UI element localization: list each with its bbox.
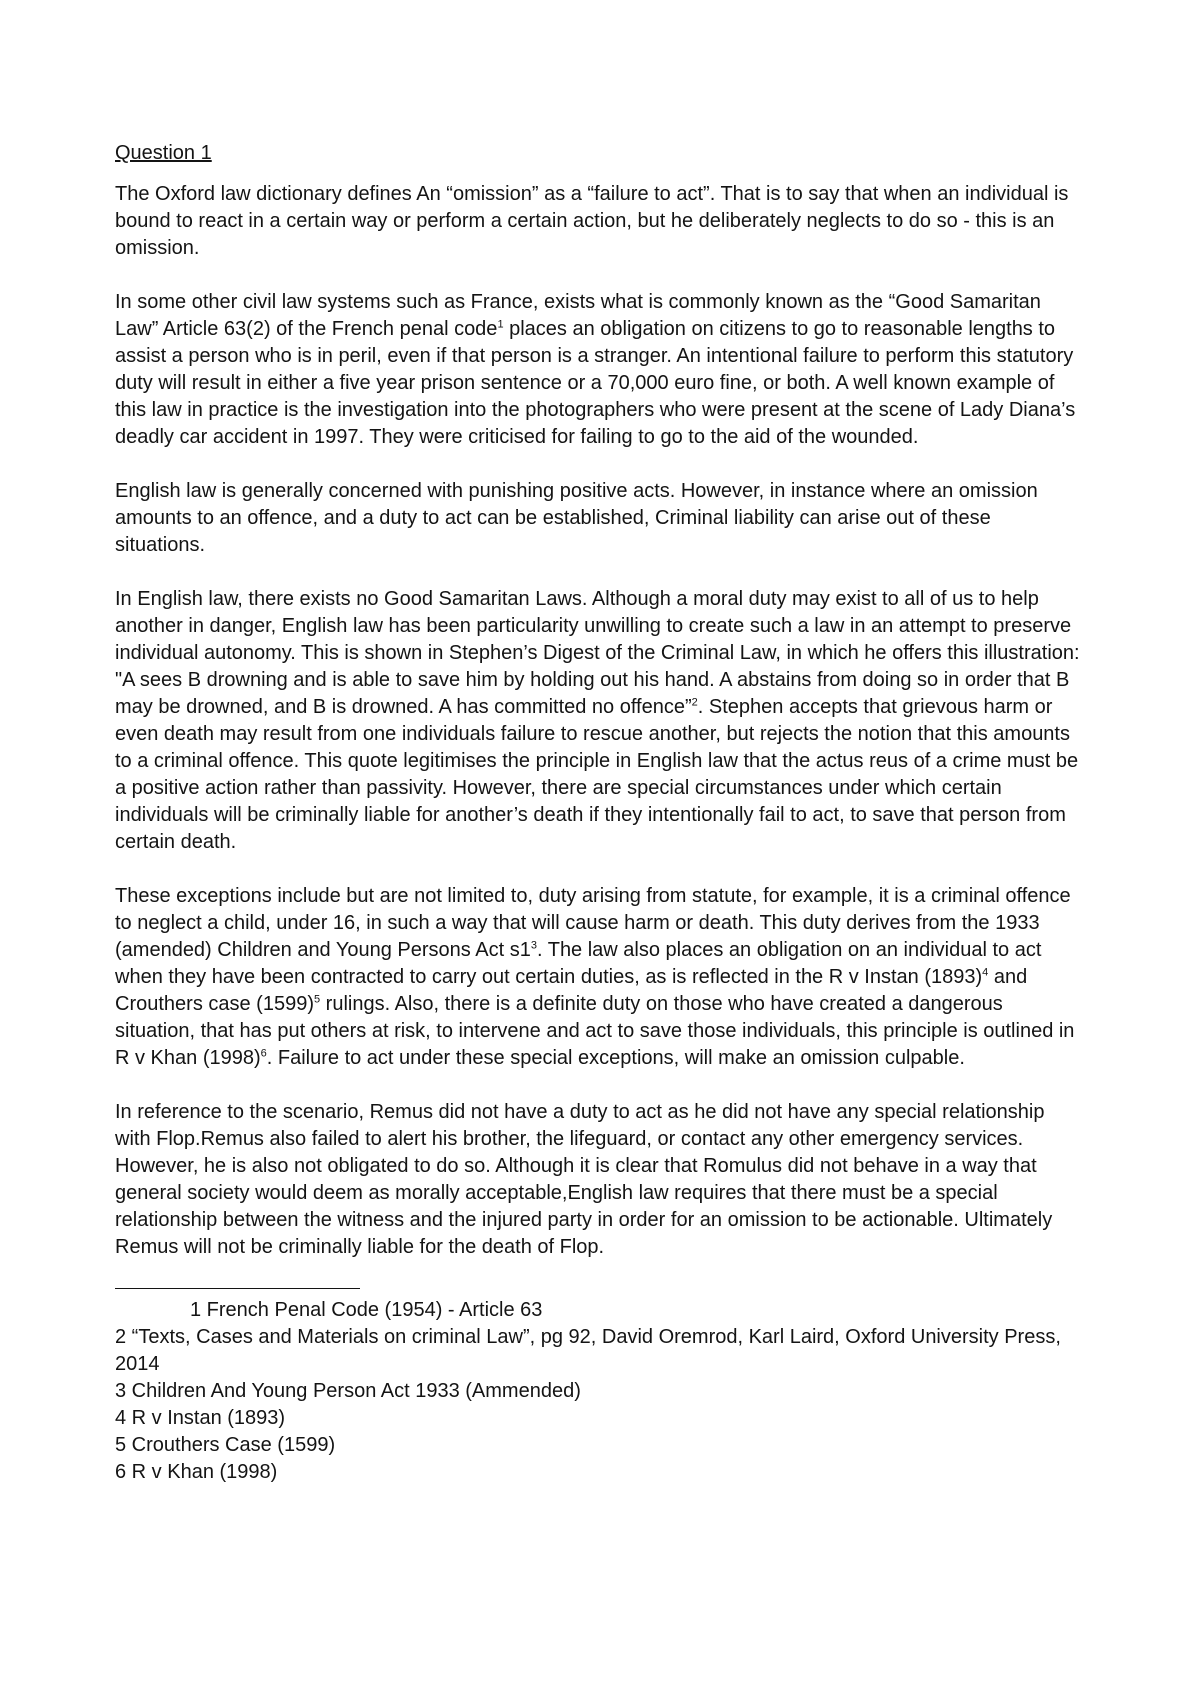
paragraph-english-law-positive-acts: English law is generally concerned with punishing positive acts. However, in instance where an omission amounts to an offence, and a duty to act can be established, Criminal liability can arise out of these situations. [115,480,1038,556]
question-heading: Question 1 [115,142,212,164]
footnote-ref-5: 5 [313,993,321,1006]
footnote-ref-1: 1 [497,318,504,331]
footnote-ref-4: 4 [982,966,989,979]
paragraph-text: rulings. Also, there is a definite duty on those who have created a dangerous situation, that has put others at risk, to intervene and act to save those individuals, this principle is outlined in R v Khan (1998) [115,993,1075,1069]
footnotes [115,1297,1085,1486]
paragraph-no-good-samaritan-laws [115,586,1085,856]
document-page [115,140,1085,1486]
footnote-ref-6: 6 [260,1047,267,1060]
paragraph-scenario: In reference to the scenario, Remus did not have a duty to act as he did not have any special relationship with Flop.Remus also failed to alert his brother, the lifeguard, or contact any other emergency services. However, he is also not obligated to do so. Although it is clear that Romulus did not behave in a way that general society would deem as morally acceptable,English law requires that there must be a special relationship between the witness and the injured party in order for an omission to be actionable. Ultimately Remus will not be criminally liable for the death of Flop. [115,1101,1053,1258]
paragraph-text: and Crouthers case (1599) [115,966,1028,1015]
footnote-5: 5 Crouthers Case (1599) [115,1434,336,1456]
paragraph-text: In some other civil law systems such as France, exists what is commonly known as the “Good Samaritan Law” Article 63(2) of the French penal code [115,291,1041,340]
paragraph-good-samaritan-france [115,289,1085,451]
paragraph-definition: The Oxford law dictionary defines An “omission” as a “failure to act”. That is to say that when an individual is bound to react in a certain way or perform a certain action, but he deliberately neglects to do so - this is an omission. [115,183,1069,259]
paragraph-text: In English law, there exists no Good Samaritan Laws. Although a moral duty may exist to all of us to help another in danger, English law has been particularity unwilling to create such a law in an attempt to preserve individual autonomy. This is shown in Stephen’s Digest of the Criminal Law, in which he offers this illustration: "A sees B drowning and is able to save him by holding out his hand. A abstains from doing so in order that B may be drowned, and B is drowned. A has committed no offence” [115,588,1080,718]
paragraph-exceptions [115,883,1085,1072]
paragraph-text: . Failure to act under these special exceptions, will make an omission culpable. [266,1047,965,1069]
paragraph-text: places an obligation on citizens to go to reasonable lengths to assist a person who is in peril, even if that person is a stranger. An intentional failure to perform this statutory duty will result in either a five year prison sentence or a 70,000 euro fine, or both. A well known example of this law in practice is the investigation into the photographers who were present at the scene of Lady Diana’s deadly car accident in 1997. They were criticised for failing to go to the aid of the wounded. [115,318,1076,448]
paragraph-text: . Stephen accepts that grievous harm or even death may result from one individuals failure to rescue another, but rejects the notion that this amounts to a criminal offence. This quote legitimises the principle in English law that the actus reus of a crime must be a positive action rather than passivity. However, there are special circumstances under which certain individuals will be criminally liable for another’s death if they intentionally fail to act, to save that person from certain death. [115,696,1079,853]
paragraph-text: These exceptions include but are not limited to, duty arising from statute, for example, it is a criminal offence to neglect a child, under 16, in such a way that will cause harm or death. This duty derives from the 1933 (amended) Children and Young Persons Act s1 [115,885,1071,961]
footnote-ref-3: 3 [530,939,537,952]
footnote-divider [115,1288,360,1289]
paragraph-text: . The law also places an obligation on an individual to act when they have been contracted to carry out certain duties, as is reflected in the R v Instan (1893) [115,939,1042,988]
footnote-2: 2 “Texts, Cases and Materials on criminal Law”, pg 92, David Oremrod, Karl Laird, Oxford University Press, 2014 [115,1326,1061,1375]
footnote-ref-2: 2 [691,696,698,709]
footnote-1: 1 French Penal Code (1954) - Article 63 [190,1299,543,1321]
footnote-4: 4 R v Instan (1893) [115,1407,286,1429]
footnote-3: 3 Children And Young Person Act 1933 (Ammended) [115,1380,581,1402]
footnote-6: 6 R v Khan (1998) [115,1461,278,1483]
